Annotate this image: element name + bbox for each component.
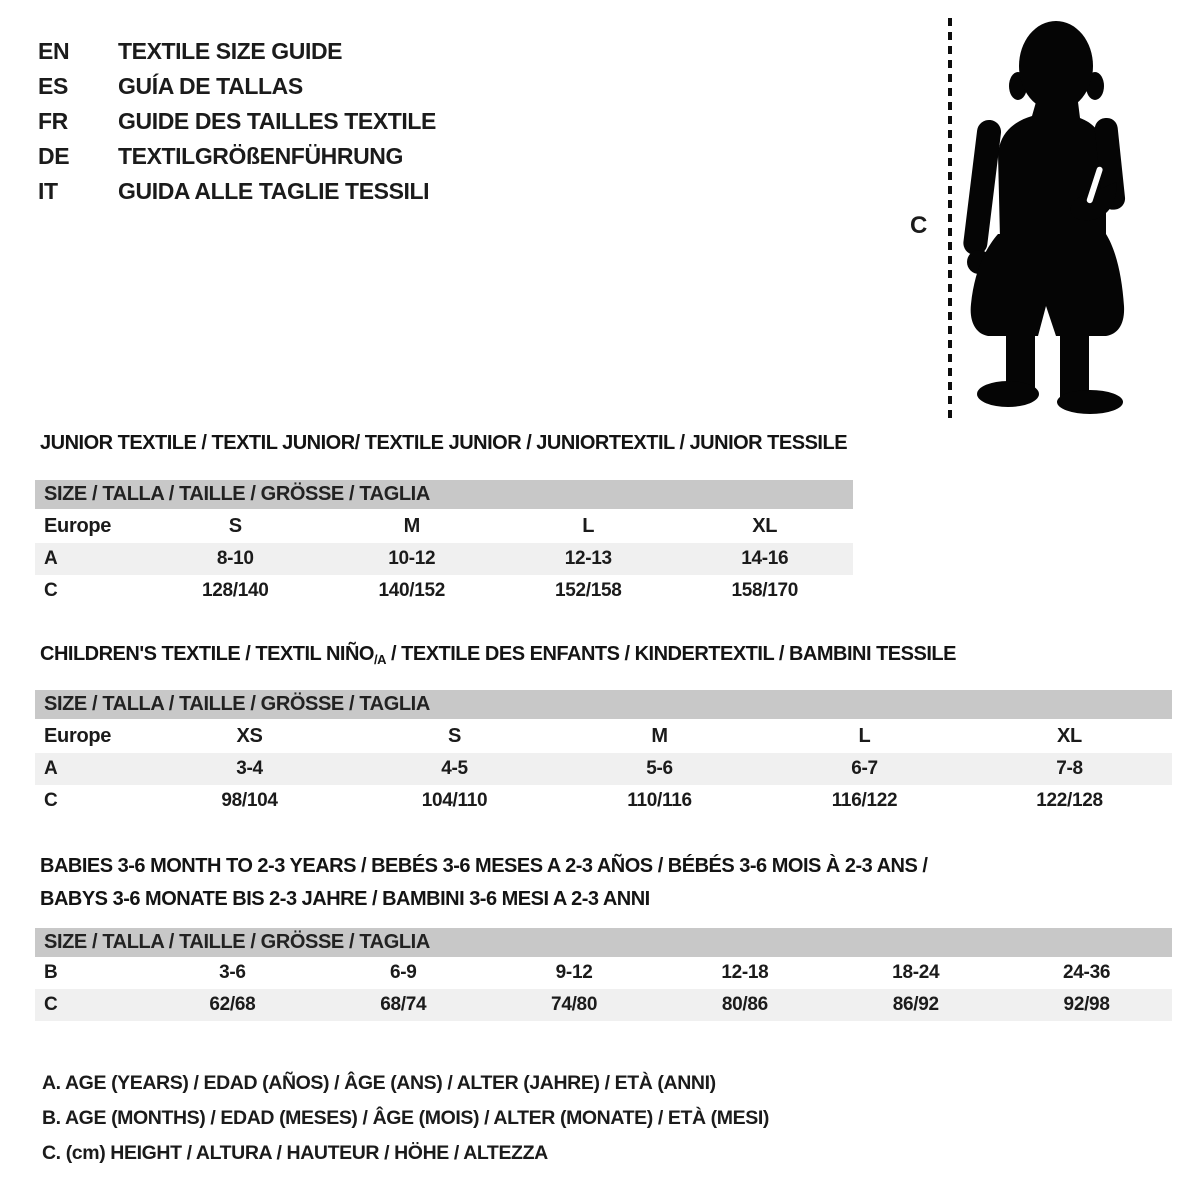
children-title-prefix: CHILDREN'S TEXTILE / TEXTIL NIÑO: [40, 643, 374, 665]
language-code: IT: [38, 178, 58, 204]
children-section-title: [40, 643, 956, 667]
language-code: FR: [38, 108, 68, 134]
children-columns-row: [35, 719, 1172, 753]
size-cell: 116/122: [831, 790, 898, 811]
size-cell: 3-6: [219, 962, 246, 983]
language-code: ES: [38, 73, 68, 99]
height-measure-label: C: [910, 212, 928, 239]
size-cell: 4-5: [441, 758, 468, 779]
region-label: Europe: [44, 724, 112, 747]
language-title: GUIDA ALLE TAGLIE TESSILI: [118, 178, 430, 204]
size-cell: 10-12: [388, 548, 436, 569]
language-title: GUÍA DE TALLAS: [118, 73, 303, 99]
children-size-header: SIZE / TALLA / TAILLE / GRÖSSE / TAGLIA: [35, 690, 1172, 719]
size-cell: 104/110: [421, 790, 488, 811]
size-cell: 14-16: [741, 548, 789, 569]
size-column: L: [582, 514, 595, 537]
legend-line-b: B. AGE (MONTHS) / EDAD (MESES) / ÂGE (MOIS) / ALTER (MONATE) / ETÀ (MESI): [42, 1107, 769, 1129]
children-row-c: [35, 785, 1172, 817]
junior-row-a: [35, 543, 853, 575]
size-cell: 12-13: [564, 548, 612, 569]
size-column: S: [228, 514, 242, 537]
language-code: EN: [38, 38, 70, 64]
size-column: M: [651, 724, 668, 747]
babies-row-b: [35, 957, 1172, 989]
babies-section-title: [40, 850, 927, 916]
language-row-en: [38, 34, 436, 69]
children-title-subscript: /A: [373, 652, 386, 667]
babies-table: [35, 957, 1172, 1021]
children-title-suffix: / TEXTILE DES ENFANTS / KINDERTEXTIL / BAMBINI TESSILE: [385, 643, 956, 665]
size-column: XL: [1057, 724, 1082, 747]
size-cell: 92/98: [1063, 994, 1110, 1015]
babies-size-table: [35, 928, 1172, 1021]
babies-title-line2: BABYS 3-6 MONATE BIS 2-3 JAHRE / BAMBINI 3-6 MESI A 2-3 ANNI: [40, 888, 650, 910]
children-table: [35, 719, 1172, 817]
size-column: L: [858, 724, 871, 747]
size-cell: 24-36: [1063, 962, 1111, 983]
language-row-it: [38, 174, 436, 209]
language-row-es: [38, 69, 436, 104]
junior-size-header: SIZE / TALLA / TAILLE / GRÖSSE / TAGLIA: [35, 480, 853, 509]
size-cell: 62/68: [209, 994, 256, 1015]
legend-line-a: A. AGE (YEARS) / EDAD (AÑOS) / ÂGE (ANS) / ALTER (JAHRE) / ETÀ (ANNI): [42, 1072, 716, 1094]
size-cell: 128/140: [201, 580, 269, 601]
size-cell: 6-9: [389, 962, 417, 983]
language-row-de: [38, 139, 436, 174]
row-label: B: [44, 962, 58, 983]
measure-legend: [42, 1066, 769, 1171]
size-cell: 140/152: [378, 580, 446, 601]
babies-title-line1: BABIES 3-6 MONTH TO 2-3 YEARS / BEBÉS 3-6 MESES A 2-3 AÑOS / BÉBÉS 3-6 MOIS À 2-3 ANS /: [40, 855, 928, 877]
size-column: S: [447, 724, 462, 747]
junior-section-title: JUNIOR TEXTILE / TEXTIL JUNIOR/ TEXTILE JUNIOR / JUNIORTEXTIL / JUNIOR TESSILE: [40, 432, 848, 454]
size-cell: 12-18: [721, 962, 769, 983]
size-cell: 7-8: [1056, 758, 1083, 779]
size-cell: 110/116: [627, 790, 692, 811]
size-cell: 18-24: [892, 962, 940, 983]
height-measure-line: [948, 18, 952, 418]
size-column: XS: [236, 724, 263, 747]
size-cell: 5-6: [646, 758, 673, 779]
language-title-block: [38, 34, 436, 209]
row-label: A: [44, 548, 58, 569]
language-title: TEXTILE SIZE GUIDE: [118, 38, 343, 64]
junior-size-table: [35, 480, 853, 607]
size-cell: 158/170: [731, 580, 799, 601]
size-column: M: [403, 514, 420, 537]
language-code: DE: [38, 143, 70, 169]
junior-row-c: [35, 575, 853, 607]
row-label: C: [44, 790, 58, 811]
size-cell: 6-7: [851, 758, 878, 779]
size-cell: 86/92: [892, 994, 939, 1015]
region-label: Europe: [44, 514, 112, 537]
row-label: C: [44, 994, 58, 1015]
size-cell: 98/104: [221, 790, 278, 811]
language-row-fr: [38, 104, 436, 139]
babies-size-header: SIZE / TALLA / TAILLE / GRÖSSE / TAGLIA: [35, 928, 1172, 957]
size-column: XL: [752, 514, 778, 537]
size-cell: 9-12: [555, 962, 593, 983]
toddler-silhouette-icon: [956, 14, 1138, 414]
junior-columns-row: [35, 509, 853, 543]
size-cell: 122/128: [1036, 790, 1103, 811]
size-cell: 3-4: [236, 758, 263, 779]
size-cell: 80/86: [721, 994, 768, 1015]
row-label: A: [44, 758, 58, 779]
size-cell: 68/74: [380, 994, 427, 1015]
children-size-table: [35, 690, 1172, 817]
children-row-a: [35, 753, 1172, 785]
size-cell: 74/80: [551, 994, 598, 1015]
language-title: GUIDE DES TAILLES TEXTILE: [118, 108, 436, 134]
row-label: C: [44, 580, 58, 601]
size-cell: 152/158: [554, 580, 622, 601]
legend-line-c: C. (cm) HEIGHT / ALTURA / HAUTEUR / HÖHE / ALTEZZA: [42, 1142, 548, 1164]
junior-table: [35, 509, 853, 607]
language-title: TEXTILGRÖßENFÜHRUNG: [118, 143, 403, 169]
babies-row-c: [35, 989, 1172, 1021]
size-cell: 8-10: [216, 548, 254, 569]
